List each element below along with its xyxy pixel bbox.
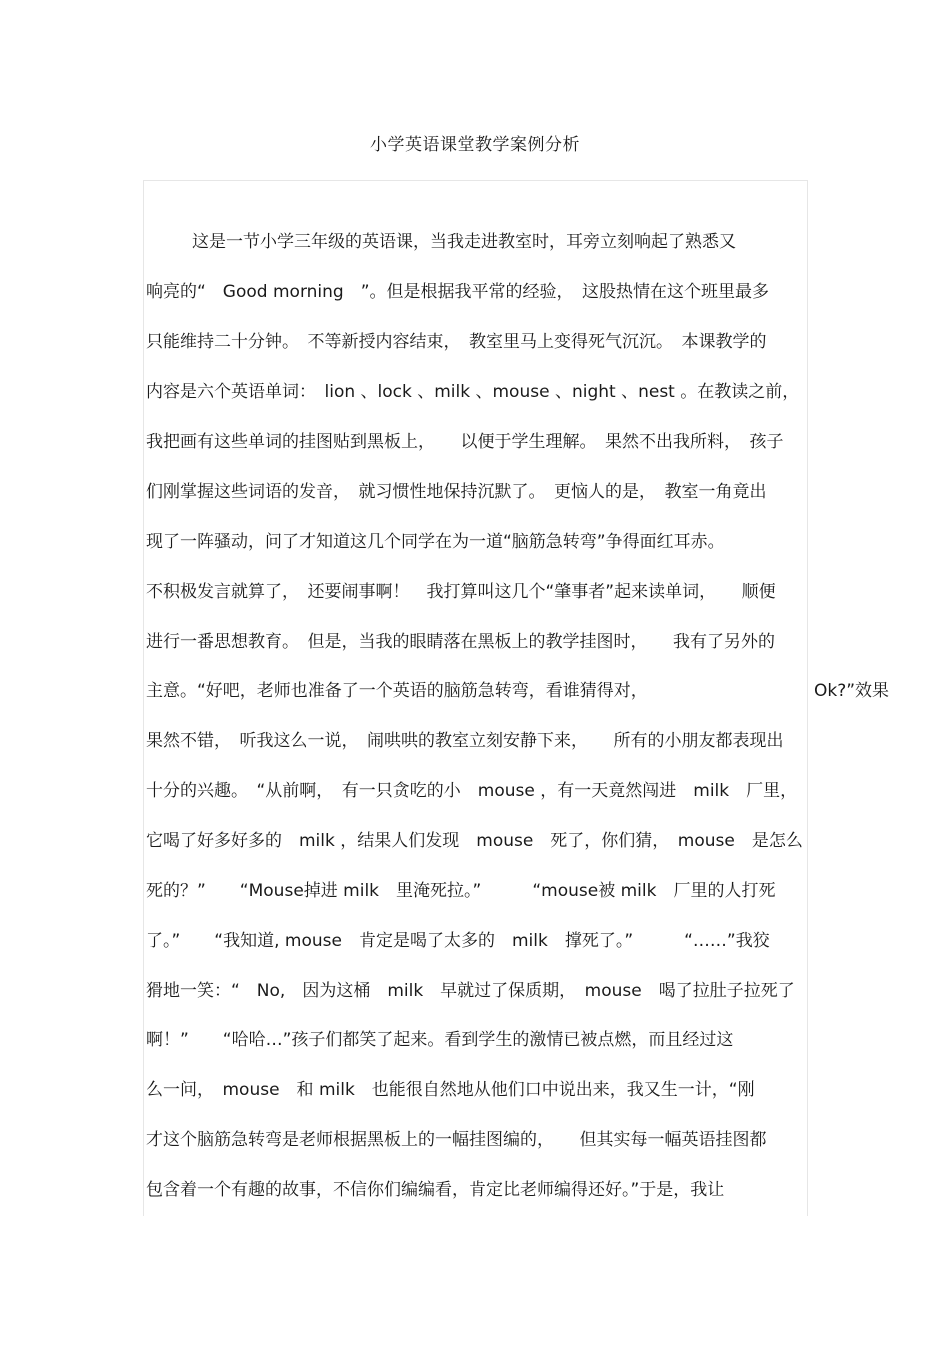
paragraph-line: 么一问， mouse 和 milk 也能很自然地从他们口中说出来，我又生一计，“刚: [146, 1080, 755, 1100]
paragraph-line: 十分的兴趣。 “从前啊， 有一只贪吃的小 mouse ，有一天竟然闯进 milk 厂里，: [146, 781, 798, 801]
paragraph-line: 不积极发言就算了， 还要闹事啊！ 我打算叫这几个“肇事者”起来读单词， 顺便: [146, 582, 776, 602]
paragraph-line: 主意。“好吧，老师也准备了一个英语的脑筋急转弯，看谁猜得对，: [146, 681, 648, 701]
paragraph-line: 才这个脑筋急转弯是老师根据黑板上的一幅挂图编的， 但其实每一幅英语挂图都: [146, 1130, 767, 1150]
paragraph-line: 猾地一笑：“ No, 因为这桶 milk 早就过了保质期， mouse 喝了拉肚子拉死了: [146, 981, 795, 1001]
paragraph-line: 啊！” “哈哈…”孩子们都笑了起来。看到学生的激情已被点燃，而且经过这: [146, 1030, 734, 1050]
paragraph-line: 内容是六个英语单词： lion 、lock 、milk 、mouse 、night 、nest 。在教读之前，: [146, 382, 800, 402]
paragraph-line: 只能维持二十分钟。 不等新授内容结束， 教室里马上变得死气沉沉。 本课教学的: [146, 332, 767, 352]
paragraph-line: 响亮的“ Good morning ”。但是根据我平常的经验， 这股热情在这个班里最多: [146, 282, 769, 302]
paragraph-line: 现了一阵骚动，问了才知道这几个同学在为一道“脑筋急转弯”争得面红耳赤。: [146, 532, 725, 552]
overflow-text: Ok?”效果: [814, 681, 890, 701]
paragraph-line: 果然不错， 听我这么一说， 闹哄哄的教室立刻安静下来， 所有的小朋友都表现出: [146, 731, 784, 751]
paragraph-line: 了。” “我知道, mouse 肯定是喝了太多的 milk 撑死了。” “……”我狡: [146, 931, 770, 951]
paragraph-line: 我把画有这些单词的挂图贴到黑板上， 以便于学生理解。 果然不出我所料， 孩子: [146, 432, 784, 452]
paragraph-line: 们刚掌握这些词语的发音， 就习惯性地保持沉默了。 更恼人的是， 教室一角竟出: [146, 482, 767, 502]
document-title: 小学英语课堂教学案例分析: [370, 135, 580, 155]
paragraph-line: 包含着一个有趣的故事，不信你们编编看，肯定比老师编得还好。”于是，我让: [146, 1180, 725, 1200]
paragraph-line: 进行一番思想教育。 但是，当我的眼睛落在黑板上的教学挂图时， 我有了另外的: [146, 632, 775, 652]
paragraph-line: 它喝了好多好多的 milk ，结果人们发现 mouse 死了，你们猜， mouse 是怎么: [146, 831, 803, 851]
paragraph-line: 这是一节小学三年级的英语课，当我走进教室时，耳旁立刻响起了熟悉又: [192, 232, 736, 252]
paragraph-line: 死的？” “Mouse掉进 milk 里淹死拉。” “mouse被 milk 厂里的人打死: [146, 881, 776, 901]
